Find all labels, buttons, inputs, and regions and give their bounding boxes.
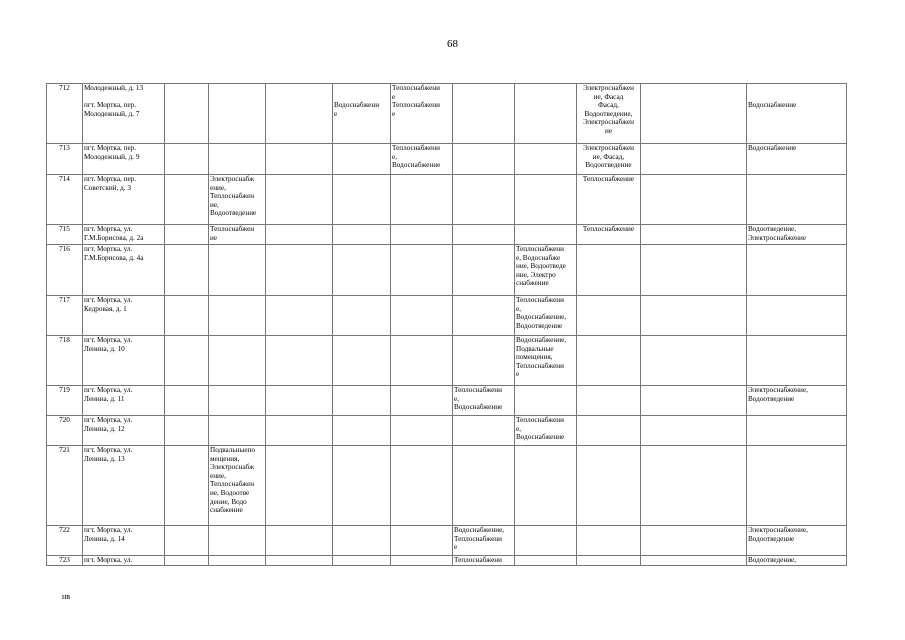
empty-cell — [165, 526, 209, 556]
work-cell — [266, 225, 333, 245]
cell-line: Водоотведение — [748, 534, 795, 543]
cell-line: Водоснабжение, — [454, 526, 505, 534]
work-cell — [453, 336, 515, 386]
work-cell — [453, 225, 515, 245]
work-cell — [515, 446, 577, 526]
table-row — [47, 386, 847, 416]
work-cell — [266, 175, 333, 225]
cell-line: Водоснабжение — [516, 433, 565, 442]
empty-cell — [165, 84, 209, 144]
cell-line: Электроснабжен — [582, 84, 635, 92]
address-cell — [83, 245, 165, 296]
address-cell — [83, 526, 165, 556]
work-cell — [391, 556, 453, 566]
cell-line: Подвальныепо — [210, 446, 255, 454]
row-number: 720 — [47, 416, 83, 446]
empty-cell — [165, 296, 209, 336]
work-cell — [515, 245, 577, 296]
work-cell — [453, 245, 515, 296]
work-cell — [577, 526, 641, 556]
cell-line: Водоснабжение — [748, 101, 797, 110]
work-cell — [577, 144, 641, 175]
row-number: 714 — [47, 175, 83, 225]
work-cell — [641, 245, 747, 296]
table-row — [47, 225, 847, 245]
work-cell — [266, 84, 333, 144]
work-cell — [747, 386, 847, 416]
work-cell — [453, 296, 515, 336]
work-cell — [577, 225, 641, 245]
work-cell — [266, 446, 333, 526]
work-cell — [515, 336, 577, 386]
cell-line: е — [454, 543, 458, 552]
table-row — [47, 296, 847, 336]
cell-line: пгт. Мортка, ул. — [84, 225, 133, 233]
cell-line: Теплоснабжени — [392, 101, 440, 110]
address-cell — [83, 144, 165, 175]
work-cell — [747, 336, 847, 386]
cell-line: Кедровая, д. 1 — [84, 304, 127, 313]
work-cell — [333, 556, 391, 566]
cell-line: снабжение — [516, 279, 549, 288]
cell-line: ие, Фасад — [593, 92, 624, 101]
work-cell — [515, 556, 577, 566]
work-cell — [453, 175, 515, 225]
work-cell — [641, 416, 747, 446]
work-cell — [391, 446, 453, 526]
work-cell — [391, 386, 453, 416]
cell-line: е, Водоснабже — [516, 253, 561, 262]
row-number: 718 — [47, 336, 83, 386]
cell-line: пгт. Мортка, ул. — [84, 416, 133, 424]
work-cell — [641, 386, 747, 416]
work-cell — [515, 225, 577, 245]
table-row — [47, 526, 847, 556]
cell-line: пгт. Мортка, ул. — [84, 336, 133, 344]
work-cell — [747, 526, 847, 556]
cell-line: мещения, — [210, 454, 240, 463]
cell-line: Водоснабжение, — [516, 336, 567, 344]
work-cell — [333, 296, 391, 336]
cell-line: пгт. Мортка, пер. — [84, 175, 137, 183]
work-cell — [453, 144, 515, 175]
work-cell — [453, 416, 515, 446]
work-cell — [641, 526, 747, 556]
work-cell — [333, 446, 391, 526]
work-cell — [209, 175, 266, 225]
empty-cell — [165, 245, 209, 296]
work-cell — [266, 336, 333, 386]
work-cell — [266, 144, 333, 175]
cell-line: Водоотведение, — [748, 556, 797, 564]
work-cell — [391, 526, 453, 556]
address-cell — [83, 296, 165, 336]
cell-line: е — [392, 109, 396, 118]
table-row — [47, 336, 847, 386]
work-cell — [453, 446, 515, 526]
cell-line: Молодежный, д. 13 — [84, 84, 144, 92]
cell-line: Теплоснабжени — [454, 534, 502, 543]
cell-line — [334, 84, 389, 93]
cell-line: пгт. Мортка, ул. — [84, 556, 133, 564]
work-cell — [641, 446, 747, 526]
table-row — [47, 446, 847, 526]
work-cell — [747, 144, 847, 175]
empty-cell — [165, 386, 209, 416]
work-cell — [333, 144, 391, 175]
work-cell — [391, 84, 453, 144]
empty-cell — [165, 144, 209, 175]
cell-line — [748, 93, 845, 102]
work-cell — [577, 446, 641, 526]
cell-line — [748, 84, 845, 93]
work-cell — [515, 84, 577, 144]
cell-line: пгт. Мортка, ул. — [84, 296, 133, 304]
work-cell — [391, 416, 453, 446]
row-number: 721 — [47, 446, 83, 526]
address-cell — [83, 336, 165, 386]
table-row — [47, 556, 847, 566]
work-cell — [209, 526, 266, 556]
cell-line: Водоснабжение, — [516, 313, 567, 322]
cell-line: Молодежный, д. 7 — [84, 109, 140, 118]
work-cell — [209, 225, 266, 245]
empty-cell — [165, 446, 209, 526]
cell-line: Теплоснабжени — [392, 144, 440, 152]
cell-line: пгт. Мортка, ул. — [84, 386, 133, 394]
table-row — [47, 416, 847, 446]
cell-line: Теплоснабжение — [582, 225, 635, 233]
cell-line: Теплоснабжен — [210, 480, 255, 489]
work-cell — [577, 556, 641, 566]
cell-line: ние, Электро — [516, 270, 556, 279]
work-cell — [747, 416, 847, 446]
work-cell — [453, 386, 515, 416]
work-cell — [641, 556, 747, 566]
work-cell — [333, 245, 391, 296]
work-cell — [333, 416, 391, 446]
cell-line: Теплоснабжени — [454, 556, 502, 564]
cell-line: Теплоснабжени — [516, 245, 564, 253]
cell-line: е — [516, 370, 520, 379]
work-cell — [209, 336, 266, 386]
cell-line: Советский, д. 3 — [84, 183, 131, 192]
address-cell — [83, 416, 165, 446]
work-cell — [266, 416, 333, 446]
cell-line: Теплоснабжени — [516, 416, 564, 424]
cell-line: Ленина, д. 14 — [84, 534, 125, 543]
work-cell — [577, 245, 641, 296]
address-cell — [83, 84, 165, 144]
empty-cell — [165, 556, 209, 566]
table-row — [47, 175, 847, 225]
cell-line: е — [334, 109, 338, 118]
work-cell — [266, 386, 333, 416]
row-number: 717 — [47, 296, 83, 336]
row-number: 722 — [47, 526, 83, 556]
work-cell — [577, 175, 641, 225]
work-cell — [209, 84, 266, 144]
table-row — [47, 144, 847, 175]
cell-line: Теплоснабжени — [516, 361, 564, 370]
empty-cell — [165, 175, 209, 225]
work-cell — [391, 336, 453, 386]
cell-line: помещения, — [516, 353, 553, 362]
cell-line: Электроснабжение — [748, 233, 807, 242]
work-cell — [333, 225, 391, 245]
table-body — [47, 84, 847, 566]
work-cell — [209, 416, 266, 446]
work-cell — [515, 296, 577, 336]
cell-line: ие, Водоотве — [210, 488, 250, 497]
work-cell — [333, 336, 391, 386]
cell-line: е, — [516, 424, 521, 433]
cell-line: Электроснабж — [210, 463, 255, 472]
cell-line: Теплоснабжен — [210, 192, 255, 201]
cell-line: ение, — [210, 471, 226, 480]
work-cell — [747, 84, 847, 144]
cell-line: е, — [516, 304, 521, 313]
work-cell — [209, 386, 266, 416]
cell-line: Водоотведение — [210, 209, 257, 218]
address-cell — [83, 556, 165, 566]
page-number: 68 — [447, 38, 458, 50]
repair-schedule-table — [46, 83, 847, 566]
cell-line: Водоснабжение — [748, 144, 797, 152]
work-cell — [391, 175, 453, 225]
address-cell — [83, 175, 165, 225]
work-cell — [515, 416, 577, 446]
cell-line: Водоснабжение — [454, 403, 503, 412]
work-cell — [333, 526, 391, 556]
cell-line: Водоотведение, — [748, 225, 797, 233]
work-cell — [641, 296, 747, 336]
cell-line: Водоотведение — [748, 394, 795, 403]
cell-line — [334, 93, 389, 102]
cell-line: ие — [604, 126, 613, 135]
work-cell — [209, 446, 266, 526]
cell-line: Электроснабжение, — [748, 386, 808, 394]
work-cell — [333, 84, 391, 144]
cell-line: Подвальные — [516, 344, 554, 353]
cell-line: Фасад, — [598, 101, 619, 110]
work-cell — [641, 84, 747, 144]
cell-line — [84, 93, 163, 102]
table-row — [47, 245, 847, 296]
work-cell — [391, 225, 453, 245]
work-cell — [209, 556, 266, 566]
cell-line: Ленина, д. 12 — [84, 424, 125, 433]
work-cell — [391, 296, 453, 336]
work-cell — [577, 296, 641, 336]
cell-line: Ленина, д. 10 — [84, 344, 125, 353]
cell-line: Молодежный, д. 9 — [84, 152, 140, 161]
work-cell — [391, 144, 453, 175]
cell-line: е, — [392, 152, 397, 161]
row-number: 719 — [47, 386, 83, 416]
cell-line: дение, Водо — [210, 497, 247, 506]
work-cell — [391, 245, 453, 296]
row-number: 723 — [47, 556, 83, 566]
cell-line: пгт. Мортка, ул. — [84, 245, 133, 253]
cell-line: е — [392, 92, 396, 101]
work-cell — [577, 84, 641, 144]
cell-line: Г.М.Борисова, д. 4а — [84, 253, 144, 262]
cell-line: пгт. Мортка, пер. — [84, 144, 137, 152]
work-cell — [747, 225, 847, 245]
work-cell — [453, 556, 515, 566]
cell-line: ие — [210, 233, 218, 242]
cell-line: Электроснабж — [210, 175, 255, 183]
cell-line: Электроснабжен — [582, 118, 635, 127]
work-cell — [515, 144, 577, 175]
work-cell — [453, 84, 515, 144]
work-cell — [266, 556, 333, 566]
work-cell — [641, 225, 747, 245]
address-cell — [83, 386, 165, 416]
table-row — [47, 84, 847, 144]
cell-line: пгт. Мортка, пер. — [84, 101, 137, 110]
cell-line: ие, — [210, 200, 219, 209]
cell-line: ение, — [210, 183, 226, 192]
cell-line: Водоотведение — [585, 161, 632, 170]
cell-line: Ленина, д. 11 — [84, 394, 125, 403]
work-cell — [333, 386, 391, 416]
cell-line: пгт. Мортка, ул. — [84, 446, 133, 454]
work-cell — [515, 386, 577, 416]
cell-line: ие, Фасад, — [592, 152, 625, 161]
work-cell — [641, 144, 747, 175]
cell-line: Ленина, д. 13 — [84, 454, 125, 463]
work-cell — [515, 526, 577, 556]
row-number: 713 — [47, 144, 83, 175]
work-cell — [747, 175, 847, 225]
work-cell — [266, 245, 333, 296]
work-cell — [641, 336, 747, 386]
work-cell — [747, 556, 847, 566]
cell-line: Теплоснабжени — [454, 386, 502, 394]
work-cell — [747, 245, 847, 296]
address-cell — [83, 446, 165, 526]
cell-line: Водоснабжение — [392, 161, 441, 170]
work-cell — [266, 296, 333, 336]
cell-line: Теплоснабжени — [516, 296, 564, 304]
work-cell — [209, 245, 266, 296]
address-cell — [83, 225, 165, 245]
row-number: 716 — [47, 245, 83, 296]
cell-line: Теплоснабжение — [582, 175, 635, 183]
work-cell — [577, 416, 641, 446]
work-cell — [333, 175, 391, 225]
row-number: 715 — [47, 225, 83, 245]
cell-line: ние, Водоотведе — [516, 262, 566, 271]
row-number: 712 — [47, 84, 83, 144]
work-cell — [453, 526, 515, 556]
cell-line: снабжение — [210, 506, 243, 515]
footer-note: нв — [62, 592, 71, 601]
cell-line: Водоотведение — [516, 321, 563, 330]
work-cell — [209, 296, 266, 336]
cell-line: Теплоснабжени — [392, 84, 440, 92]
cell-line: е, — [454, 394, 459, 403]
work-cell — [209, 144, 266, 175]
empty-cell — [165, 416, 209, 446]
work-cell — [515, 175, 577, 225]
work-cell — [577, 386, 641, 416]
empty-cell — [165, 336, 209, 386]
cell-line: пгт. Мортка, ул. — [84, 526, 133, 534]
work-cell — [747, 296, 847, 336]
work-cell — [641, 175, 747, 225]
cell-line: Г.М.Борисова, д. 2а — [84, 233, 144, 242]
cell-line: Водоснабжени — [334, 101, 380, 110]
cell-line: Теплоснабжен — [210, 225, 255, 233]
cell-line: Водоотведение, — [584, 109, 633, 118]
cell-line: Электроснабжен — [582, 144, 635, 152]
work-cell — [747, 446, 847, 526]
empty-cell — [165, 225, 209, 245]
work-cell — [266, 526, 333, 556]
work-cell — [577, 336, 641, 386]
cell-line: Электроснабжение, — [748, 526, 808, 534]
